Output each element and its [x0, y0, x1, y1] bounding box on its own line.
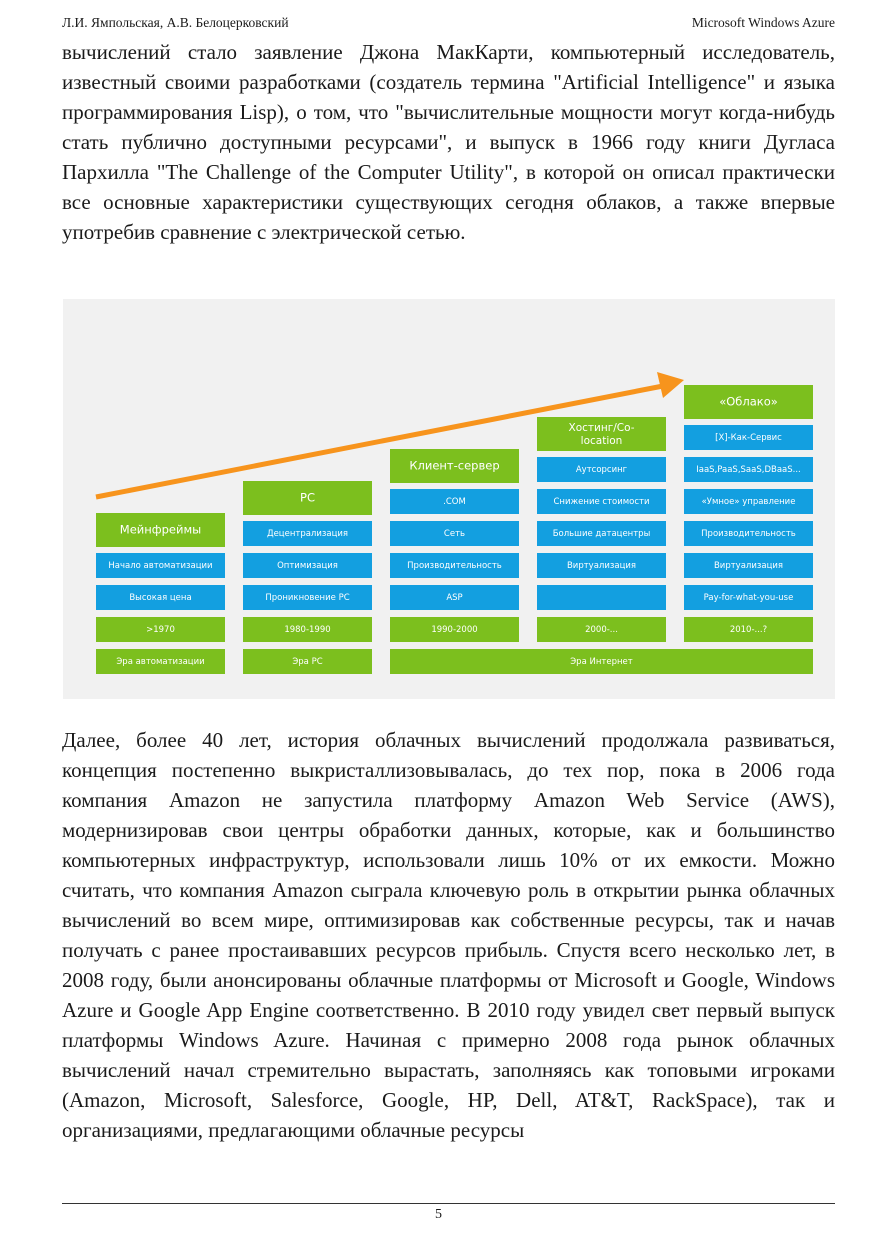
paragraph: вычислений стало заявление Джона МакКарти, компьютерный исследователь, известный своими разработками (создатель термина "Artificial Intelligence" и языка программирования Lisp), о том, что "вычислительные мощности могут когда-нибудь стать публично доступными ресурсами", и выпуск в 1966 году книги Дугласа Пархилла "The Challenge of the Computer Utility", в которой он описал практически все основные характеристики существующих сегодня облаков, а также впервые употребив сравнение с электрической сетью.	[62, 40, 835, 244]
feature-box	[537, 585, 666, 610]
feature-label: Виртуализация	[713, 561, 784, 571]
timeline-arrow-head	[657, 372, 684, 398]
header-authors: Л.И. Ямпольская, А.В. Белоцерковский	[62, 15, 289, 30]
feature-label: ASP	[446, 593, 463, 603]
column-title: Клиент-сервер	[409, 458, 500, 473]
header-book-title: Microsoft Windows Azure	[691, 15, 835, 30]
feature-label: IaaS,PaaS,SaaS,DBaaS...	[696, 465, 801, 475]
feature-label: .COM	[443, 497, 466, 507]
feature-label: [X]-Как-Сервис	[715, 433, 782, 443]
feature-label: «Умное» управление	[701, 497, 796, 507]
feature-label: Децентрализация	[266, 529, 349, 539]
footer-rule	[62, 1203, 835, 1204]
paragraph: Далее, более 40 лет, история облачных вычислений продолжала развиваться, концепция постепенно выкристаллизовывалась, до тех пор, пока в 2006 года компания Amazon не запустила платформу Amazon Web Service (AWS), модернизировав свои центры обработки данных, которые, как и большинство компьютерных инфраструктур, использовали лишь 10% от их емкости. Можно считать, что компания Amazon сыграла ключевую роль в открытии рынка облачных вычислений во всем мире, оптимизировав как собственные ресурсы, так и начав получать с ранее простаивавших ресурсов прибыль. Спустя всего несколько лет, в 2008 году, были анонсированы облачные платформы от Microsoft и Google, Windows Azure и Google App Engine соответственно. В 2010 году увидел свет первый выпуск платформы Windows Azure. Начиная с примерно 2008 года рынок облачных вычислений начал стремительно вырастать, заполняясь как топовыми игроками (Amazon, Microsoft, Salesforce, Google, HP, Dell, AT&T, RackSpace), так и организациями, предлагающими облачные ресурсы	[62, 728, 835, 1142]
era-label: Эра Интернет	[570, 657, 633, 667]
era-label: Эра PC	[292, 657, 323, 667]
feature-label: Высокая цена	[129, 593, 192, 603]
feature-label: Снижение стоимости	[553, 497, 650, 507]
feature-label: Производительность	[407, 561, 502, 571]
period-label: 1990-2000	[431, 625, 478, 635]
feature-label: Большие датацентры	[552, 529, 651, 539]
feature-label: Аутсорсинг	[575, 465, 628, 475]
column-title: Хостинг/Co-	[568, 422, 635, 434]
feature-label: Проникновение PC	[265, 593, 350, 603]
column-title: location	[580, 435, 623, 447]
column-title: «Облако»	[719, 394, 778, 409]
diagram-canvas	[63, 299, 835, 699]
feature-label: Сеть	[443, 529, 466, 539]
cloud-evolution-diagram	[63, 299, 835, 699]
feature-label: Начало автоматизации	[108, 561, 213, 571]
era-label: Эра автоматизации	[116, 657, 205, 667]
column-title: PC	[300, 490, 315, 505]
running-header	[62, 15, 835, 31]
feature-label: Оптимизация	[277, 561, 338, 571]
period-label: 2010-...?	[729, 625, 768, 635]
period-label: >1970	[146, 625, 175, 635]
feature-label: Pay-for-what-you-use	[703, 593, 794, 603]
period-label: 1980-1990	[284, 625, 331, 635]
feature-label: Производительность	[701, 529, 796, 539]
feature-label: Виртуализация	[566, 561, 637, 571]
period-label: 2000-...	[585, 625, 618, 635]
column-title: Мейнфреймы	[119, 522, 202, 537]
page-number: 5	[435, 1207, 442, 1222]
